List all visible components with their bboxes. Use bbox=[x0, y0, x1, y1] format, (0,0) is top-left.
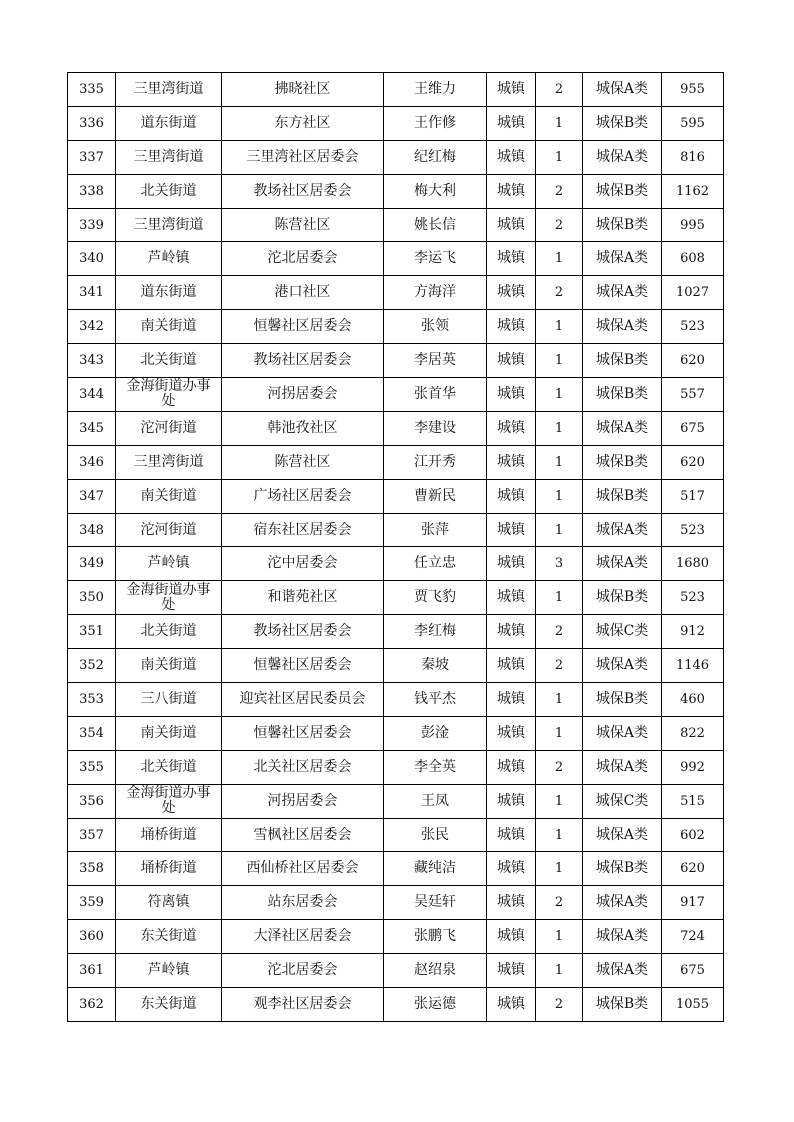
assistance-category-cell: 城保A类 bbox=[583, 242, 662, 276]
assistance-category-cell: 城保B类 bbox=[583, 852, 662, 886]
table-row bbox=[68, 818, 724, 852]
table-row bbox=[68, 988, 724, 1022]
table-body bbox=[68, 73, 724, 1022]
table-row bbox=[68, 411, 724, 445]
amount-cell: 620 bbox=[662, 445, 724, 479]
household-count-cell: 1 bbox=[536, 242, 583, 276]
name-cell: 张民 bbox=[384, 818, 487, 852]
area-type-cell: 城镇 bbox=[487, 513, 536, 547]
name-cell: 藏纯洁 bbox=[384, 852, 487, 886]
assistance-category-cell: 城保B类 bbox=[583, 208, 662, 242]
street-cell: 埇桥街道 bbox=[116, 818, 222, 852]
table-row bbox=[68, 310, 724, 344]
community-cell: 沱中居委会 bbox=[222, 547, 384, 581]
household-count-cell: 2 bbox=[536, 750, 583, 784]
street-cell: 金海街道办事处 bbox=[116, 378, 222, 412]
amount-cell: 917 bbox=[662, 886, 724, 920]
name-cell: 纪红梅 bbox=[384, 140, 487, 174]
table-row bbox=[68, 140, 724, 174]
name-cell: 李运飞 bbox=[384, 242, 487, 276]
street-cell: 三八街道 bbox=[116, 683, 222, 717]
street-cell: 三里湾街道 bbox=[116, 208, 222, 242]
assistance-category-cell: 城保A类 bbox=[583, 276, 662, 310]
table-row bbox=[68, 73, 724, 107]
street-cell: 三里湾街道 bbox=[116, 73, 222, 107]
assistance-category-cell: 城保A类 bbox=[583, 73, 662, 107]
community-cell: 沱北居委会 bbox=[222, 242, 384, 276]
amount-cell: 602 bbox=[662, 818, 724, 852]
street-cell: 金海街道办事处 bbox=[116, 581, 222, 615]
amount-cell: 816 bbox=[662, 140, 724, 174]
household-count-cell: 3 bbox=[536, 547, 583, 581]
area-type-cell: 城镇 bbox=[487, 683, 536, 717]
community-cell: 教场社区居委会 bbox=[222, 174, 384, 208]
household-count-cell: 1 bbox=[536, 818, 583, 852]
area-type-cell: 城镇 bbox=[487, 73, 536, 107]
street-cell: 南关街道 bbox=[116, 310, 222, 344]
community-cell: 西仙桥社区居委会 bbox=[222, 852, 384, 886]
community-cell: 河拐居委会 bbox=[222, 784, 384, 818]
community-cell: 陈营社区 bbox=[222, 445, 384, 479]
household-count-cell: 2 bbox=[536, 886, 583, 920]
area-type-cell: 城镇 bbox=[487, 649, 536, 683]
table-row bbox=[68, 378, 724, 412]
amount-cell: 992 bbox=[662, 750, 724, 784]
serial-number-cell: 336 bbox=[68, 106, 116, 140]
community-cell: 宿东社区居委会 bbox=[222, 513, 384, 547]
amount-cell: 955 bbox=[662, 73, 724, 107]
area-type-cell: 城镇 bbox=[487, 784, 536, 818]
area-type-cell: 城镇 bbox=[487, 886, 536, 920]
table-row bbox=[68, 513, 724, 547]
name-cell: 贾飞豹 bbox=[384, 581, 487, 615]
name-cell: 李居英 bbox=[384, 344, 487, 378]
area-type-cell: 城镇 bbox=[487, 716, 536, 750]
community-cell: 东方社区 bbox=[222, 106, 384, 140]
area-type-cell: 城镇 bbox=[487, 920, 536, 954]
area-type-cell: 城镇 bbox=[487, 547, 536, 581]
assistance-category-cell: 城保A类 bbox=[583, 513, 662, 547]
name-cell: 张运德 bbox=[384, 988, 487, 1022]
name-cell: 姚长信 bbox=[384, 208, 487, 242]
name-cell: 吴廷轩 bbox=[384, 886, 487, 920]
table-row bbox=[68, 106, 724, 140]
street-cell: 金海街道办事处 bbox=[116, 784, 222, 818]
street-cell: 东关街道 bbox=[116, 920, 222, 954]
community-cell: 教场社区居委会 bbox=[222, 615, 384, 649]
household-count-cell: 2 bbox=[536, 174, 583, 208]
assistance-category-cell: 城保A类 bbox=[583, 716, 662, 750]
name-cell: 任立忠 bbox=[384, 547, 487, 581]
community-cell: 三里湾社区居委会 bbox=[222, 140, 384, 174]
amount-cell: 1146 bbox=[662, 649, 724, 683]
assistance-category-cell: 城保A类 bbox=[583, 547, 662, 581]
serial-number-cell: 340 bbox=[68, 242, 116, 276]
serial-number-cell: 352 bbox=[68, 649, 116, 683]
community-cell: 观李社区居委会 bbox=[222, 988, 384, 1022]
amount-cell: 822 bbox=[662, 716, 724, 750]
amount-cell: 557 bbox=[662, 378, 724, 412]
amount-cell: 523 bbox=[662, 513, 724, 547]
table-row bbox=[68, 479, 724, 513]
serial-number-cell: 342 bbox=[68, 310, 116, 344]
amount-cell: 912 bbox=[662, 615, 724, 649]
assistance-category-cell: 城保B类 bbox=[583, 344, 662, 378]
street-cell: 三里湾街道 bbox=[116, 140, 222, 174]
serial-number-cell: 351 bbox=[68, 615, 116, 649]
table-row bbox=[68, 750, 724, 784]
table-row bbox=[68, 445, 724, 479]
assistance-category-cell: 城保A类 bbox=[583, 920, 662, 954]
serial-number-cell: 362 bbox=[68, 988, 116, 1022]
household-count-cell: 1 bbox=[536, 920, 583, 954]
amount-cell: 523 bbox=[662, 581, 724, 615]
household-count-cell: 1 bbox=[536, 310, 583, 344]
amount-cell: 675 bbox=[662, 411, 724, 445]
name-cell: 秦坡 bbox=[384, 649, 487, 683]
table-row bbox=[68, 276, 724, 310]
name-cell: 王作修 bbox=[384, 106, 487, 140]
assistance-category-cell: 城保B类 bbox=[583, 683, 662, 717]
serial-number-cell: 339 bbox=[68, 208, 116, 242]
serial-number-cell: 347 bbox=[68, 479, 116, 513]
community-cell: 教场社区居委会 bbox=[222, 344, 384, 378]
area-type-cell: 城镇 bbox=[487, 954, 536, 988]
name-cell: 钱平杰 bbox=[384, 683, 487, 717]
name-cell: 张萍 bbox=[384, 513, 487, 547]
table-row bbox=[68, 716, 724, 750]
community-cell: 雪枫社区居委会 bbox=[222, 818, 384, 852]
household-count-cell: 1 bbox=[536, 716, 583, 750]
community-cell: 恒馨社区居委会 bbox=[222, 310, 384, 344]
table-row bbox=[68, 547, 724, 581]
assistance-category-cell: 城保C类 bbox=[583, 615, 662, 649]
table-row bbox=[68, 581, 724, 615]
serial-number-cell: 359 bbox=[68, 886, 116, 920]
assistance-category-cell: 城保B类 bbox=[583, 581, 662, 615]
assistance-category-cell: 城保A类 bbox=[583, 886, 662, 920]
table-row bbox=[68, 784, 724, 818]
community-cell: 陈营社区 bbox=[222, 208, 384, 242]
street-cell: 东关街道 bbox=[116, 988, 222, 1022]
community-cell: 和谐苑社区 bbox=[222, 581, 384, 615]
area-type-cell: 城镇 bbox=[487, 242, 536, 276]
street-cell: 道东街道 bbox=[116, 276, 222, 310]
serial-number-cell: 360 bbox=[68, 920, 116, 954]
serial-number-cell: 358 bbox=[68, 852, 116, 886]
household-count-cell: 1 bbox=[536, 852, 583, 886]
area-type-cell: 城镇 bbox=[487, 445, 536, 479]
serial-number-cell: 350 bbox=[68, 581, 116, 615]
assistance-category-cell: 城保A类 bbox=[583, 954, 662, 988]
street-cell: 南关街道 bbox=[116, 479, 222, 513]
street-cell: 北关街道 bbox=[116, 750, 222, 784]
street-cell: 北关街道 bbox=[116, 615, 222, 649]
name-cell: 王维力 bbox=[384, 73, 487, 107]
street-cell: 芦岭镇 bbox=[116, 242, 222, 276]
area-type-cell: 城镇 bbox=[487, 988, 536, 1022]
serial-number-cell: 353 bbox=[68, 683, 116, 717]
assistance-category-cell: 城保A类 bbox=[583, 750, 662, 784]
table-row bbox=[68, 683, 724, 717]
name-cell: 梅大利 bbox=[384, 174, 487, 208]
amount-cell: 1055 bbox=[662, 988, 724, 1022]
amount-cell: 460 bbox=[662, 683, 724, 717]
name-cell: 李红梅 bbox=[384, 615, 487, 649]
community-cell: 恒馨社区居委会 bbox=[222, 716, 384, 750]
table-row bbox=[68, 920, 724, 954]
area-type-cell: 城镇 bbox=[487, 310, 536, 344]
household-count-cell: 1 bbox=[536, 140, 583, 174]
household-count-cell: 2 bbox=[536, 73, 583, 107]
assistance-category-cell: 城保B类 bbox=[583, 106, 662, 140]
community-cell: 北关社区居委会 bbox=[222, 750, 384, 784]
serial-number-cell: 357 bbox=[68, 818, 116, 852]
community-cell: 港口社区 bbox=[222, 276, 384, 310]
name-cell: 江开秀 bbox=[384, 445, 487, 479]
amount-cell: 523 bbox=[662, 310, 724, 344]
amount-cell: 608 bbox=[662, 242, 724, 276]
serial-number-cell: 345 bbox=[68, 411, 116, 445]
area-type-cell: 城镇 bbox=[487, 581, 536, 615]
household-count-cell: 1 bbox=[536, 513, 583, 547]
area-type-cell: 城镇 bbox=[487, 208, 536, 242]
household-count-cell: 2 bbox=[536, 276, 583, 310]
name-cell: 李建设 bbox=[384, 411, 487, 445]
assistance-category-cell: 城保A类 bbox=[583, 411, 662, 445]
amount-cell: 1680 bbox=[662, 547, 724, 581]
serial-number-cell: 337 bbox=[68, 140, 116, 174]
street-cell: 沱河街道 bbox=[116, 513, 222, 547]
household-count-cell: 1 bbox=[536, 954, 583, 988]
area-type-cell: 城镇 bbox=[487, 615, 536, 649]
area-type-cell: 城镇 bbox=[487, 276, 536, 310]
street-cell: 芦岭镇 bbox=[116, 954, 222, 988]
assistance-category-cell: 城保B类 bbox=[583, 479, 662, 513]
table-row bbox=[68, 208, 724, 242]
household-count-cell: 1 bbox=[536, 581, 583, 615]
amount-cell: 1162 bbox=[662, 174, 724, 208]
recipient-table-sheet bbox=[67, 72, 724, 1022]
name-cell: 方海洋 bbox=[384, 276, 487, 310]
name-cell: 李全英 bbox=[384, 750, 487, 784]
amount-cell: 1027 bbox=[662, 276, 724, 310]
assistance-category-cell: 城保B类 bbox=[583, 378, 662, 412]
name-cell: 张领 bbox=[384, 310, 487, 344]
amount-cell: 724 bbox=[662, 920, 724, 954]
table-row bbox=[68, 649, 724, 683]
household-count-cell: 1 bbox=[536, 344, 583, 378]
community-cell: 韩池孜社区 bbox=[222, 411, 384, 445]
assistance-category-cell: 城保B类 bbox=[583, 988, 662, 1022]
household-count-cell: 1 bbox=[536, 683, 583, 717]
assistance-category-cell: 城保A类 bbox=[583, 140, 662, 174]
serial-number-cell: 361 bbox=[68, 954, 116, 988]
area-type-cell: 城镇 bbox=[487, 106, 536, 140]
amount-cell: 595 bbox=[662, 106, 724, 140]
serial-number-cell: 343 bbox=[68, 344, 116, 378]
assistance-category-cell: 城保B类 bbox=[583, 174, 662, 208]
name-cell: 赵绍泉 bbox=[384, 954, 487, 988]
area-type-cell: 城镇 bbox=[487, 140, 536, 174]
area-type-cell: 城镇 bbox=[487, 378, 536, 412]
street-cell: 道东街道 bbox=[116, 106, 222, 140]
serial-number-cell: 335 bbox=[68, 73, 116, 107]
serial-number-cell: 349 bbox=[68, 547, 116, 581]
assistance-category-cell: 城保B类 bbox=[583, 445, 662, 479]
household-count-cell: 1 bbox=[536, 378, 583, 412]
street-cell: 埇桥街道 bbox=[116, 852, 222, 886]
serial-number-cell: 344 bbox=[68, 378, 116, 412]
serial-number-cell: 354 bbox=[68, 716, 116, 750]
street-cell: 符离镇 bbox=[116, 886, 222, 920]
serial-number-cell: 355 bbox=[68, 750, 116, 784]
name-cell: 彭淦 bbox=[384, 716, 487, 750]
name-cell: 张首华 bbox=[384, 378, 487, 412]
name-cell: 曹新民 bbox=[384, 479, 487, 513]
serial-number-cell: 356 bbox=[68, 784, 116, 818]
street-cell: 北关街道 bbox=[116, 344, 222, 378]
table-row bbox=[68, 886, 724, 920]
household-count-cell: 1 bbox=[536, 445, 583, 479]
area-type-cell: 城镇 bbox=[487, 344, 536, 378]
name-cell: 王凤 bbox=[384, 784, 487, 818]
household-count-cell: 2 bbox=[536, 649, 583, 683]
area-type-cell: 城镇 bbox=[487, 174, 536, 208]
street-cell: 三里湾街道 bbox=[116, 445, 222, 479]
community-cell: 站东居委会 bbox=[222, 886, 384, 920]
area-type-cell: 城镇 bbox=[487, 818, 536, 852]
area-type-cell: 城镇 bbox=[487, 750, 536, 784]
serial-number-cell: 341 bbox=[68, 276, 116, 310]
household-count-cell: 2 bbox=[536, 615, 583, 649]
community-cell: 河拐居委会 bbox=[222, 378, 384, 412]
street-cell: 北关街道 bbox=[116, 174, 222, 208]
table-row bbox=[68, 954, 724, 988]
community-cell: 广场社区居委会 bbox=[222, 479, 384, 513]
assistance-category-cell: 城保C类 bbox=[583, 784, 662, 818]
street-cell: 芦岭镇 bbox=[116, 547, 222, 581]
community-cell: 恒馨社区居委会 bbox=[222, 649, 384, 683]
name-cell: 张鹏飞 bbox=[384, 920, 487, 954]
community-cell: 拂晓社区 bbox=[222, 73, 384, 107]
community-cell: 大泽社区居委会 bbox=[222, 920, 384, 954]
amount-cell: 675 bbox=[662, 954, 724, 988]
table-row bbox=[68, 852, 724, 886]
street-cell: 南关街道 bbox=[116, 649, 222, 683]
household-count-cell: 1 bbox=[536, 784, 583, 818]
serial-number-cell: 348 bbox=[68, 513, 116, 547]
community-cell: 沱北居委会 bbox=[222, 954, 384, 988]
household-count-cell: 2 bbox=[536, 208, 583, 242]
amount-cell: 995 bbox=[662, 208, 724, 242]
household-count-cell: 1 bbox=[536, 479, 583, 513]
amount-cell: 517 bbox=[662, 479, 724, 513]
table-row bbox=[68, 242, 724, 276]
household-count-cell: 1 bbox=[536, 411, 583, 445]
table-row bbox=[68, 615, 724, 649]
recipient-table bbox=[67, 72, 724, 1022]
area-type-cell: 城镇 bbox=[487, 411, 536, 445]
serial-number-cell: 338 bbox=[68, 174, 116, 208]
assistance-category-cell: 城保A类 bbox=[583, 649, 662, 683]
household-count-cell: 1 bbox=[536, 106, 583, 140]
street-cell: 沱河街道 bbox=[116, 411, 222, 445]
amount-cell: 515 bbox=[662, 784, 724, 818]
table-row bbox=[68, 174, 724, 208]
amount-cell: 620 bbox=[662, 344, 724, 378]
household-count-cell: 2 bbox=[536, 988, 583, 1022]
assistance-category-cell: 城保A类 bbox=[583, 310, 662, 344]
area-type-cell: 城镇 bbox=[487, 479, 536, 513]
street-cell: 南关街道 bbox=[116, 716, 222, 750]
assistance-category-cell: 城保A类 bbox=[583, 818, 662, 852]
table-row bbox=[68, 344, 724, 378]
community-cell: 迎宾社区居民委员会 bbox=[222, 683, 384, 717]
area-type-cell: 城镇 bbox=[487, 852, 536, 886]
serial-number-cell: 346 bbox=[68, 445, 116, 479]
amount-cell: 620 bbox=[662, 852, 724, 886]
